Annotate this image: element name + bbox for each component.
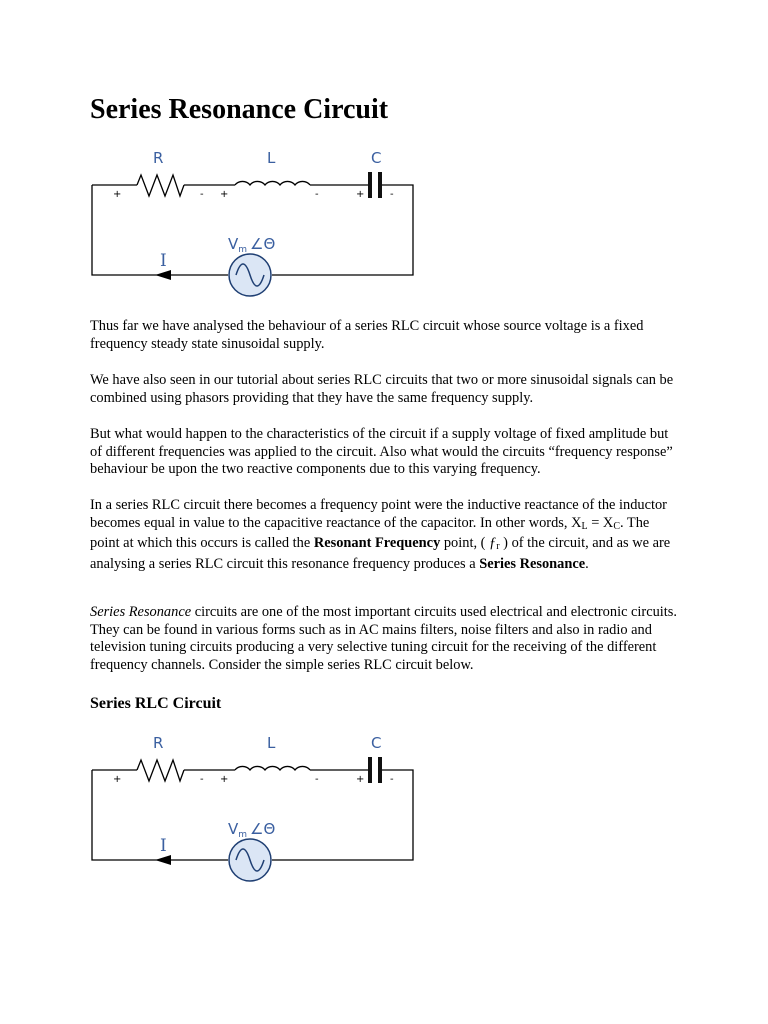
capacitor-minus: - [390, 189, 394, 200]
series-rlc-circuit-diagram [85, 145, 425, 305]
resistor-plus: + [113, 189, 122, 200]
capacitor-symbol [368, 172, 382, 198]
current-label: I [160, 836, 167, 856]
inductor-label: L [267, 149, 276, 167]
capacitor-plus: + [356, 774, 365, 785]
capacitor-label: C [371, 149, 382, 167]
resistor-symbol [137, 760, 184, 781]
paragraph: We have also seen in our tutorial about series RLC circuits that two or more sinusoidal signals can be combined using phasors providing that they have the same frequency supply. [90, 372, 674, 406]
resistor-plus: + [113, 774, 122, 785]
resistor-minus: - [200, 774, 204, 785]
paragraph: Series Resonance circuits are one of the most important circuits used electrical and electronic circuits. They can be found in various forms such as in AC mains filters, noise filters and also in radio and television tuning circuits producing a very selective tuning circuit for the receiving of the different frequency channels. Consider the simple series RLC circuit below. [90, 604, 678, 673]
source-voltage-label: $V_m$ ∠Θ [228, 235, 276, 255]
section-heading: Series RLC Circuit [90, 695, 222, 712]
inductor-label: L [267, 734, 276, 752]
capacitor-symbol [368, 757, 382, 783]
resistor-minus: - [200, 189, 204, 200]
inductor-symbol [235, 766, 310, 770]
ac-source-symbol [229, 254, 271, 296]
source-voltage-label: $V_m$ ∠Θ [228, 820, 276, 840]
capacitor-plus: + [356, 189, 365, 200]
paragraph: Thus far we have analysed the behaviour of a series RLC circuit whose source voltage is a fixed frequency steady state sinusoidal supply. [90, 318, 644, 352]
resonant-frequency-term: Resonant Frequency [313, 535, 441, 552]
inductor-plus: + [220, 774, 229, 785]
resistor-label: R [153, 734, 164, 752]
series-resonance-term: Series Resonance [479, 555, 586, 572]
inductor-minus: - [315, 189, 319, 200]
paragraph: In a series RLC circuit there becomes a frequency point were the inductive reactance of the inductor becomes equal in value to the capacitive reactance of the capacitor. In other words, $X_L = X_C$. The point at which this occurs is called the Resonant Frequency point, ( $ƒ_r$ ) of the circuit, and as we are analysing a series RLC circuit this resonance frequency produces a Series Resonance. [90, 497, 671, 572]
current-arrow [155, 270, 171, 280]
inductor-minus: - [315, 774, 319, 785]
resistor-label: R [153, 149, 164, 167]
capacitor-label: C [371, 734, 382, 752]
series-rlc-circuit-diagram-2 [85, 730, 425, 890]
capacitor-minus: - [390, 774, 394, 785]
inductor-plus: + [220, 189, 229, 200]
current-label: I [160, 251, 167, 271]
ac-source-symbol [229, 839, 271, 881]
page-title: Series Resonance Circuit [90, 94, 389, 125]
resistor-symbol [137, 175, 184, 196]
current-arrow [155, 855, 171, 865]
inductor-symbol [235, 181, 310, 185]
paragraph: But what would happen to the characteristics of the circuit if a supply voltage of fixed amplitude but of different frequencies was applied to the circuit. Also what would the circuits “frequency response” behaviour be upon the two reactive components due to this varying frequency. [90, 426, 673, 478]
